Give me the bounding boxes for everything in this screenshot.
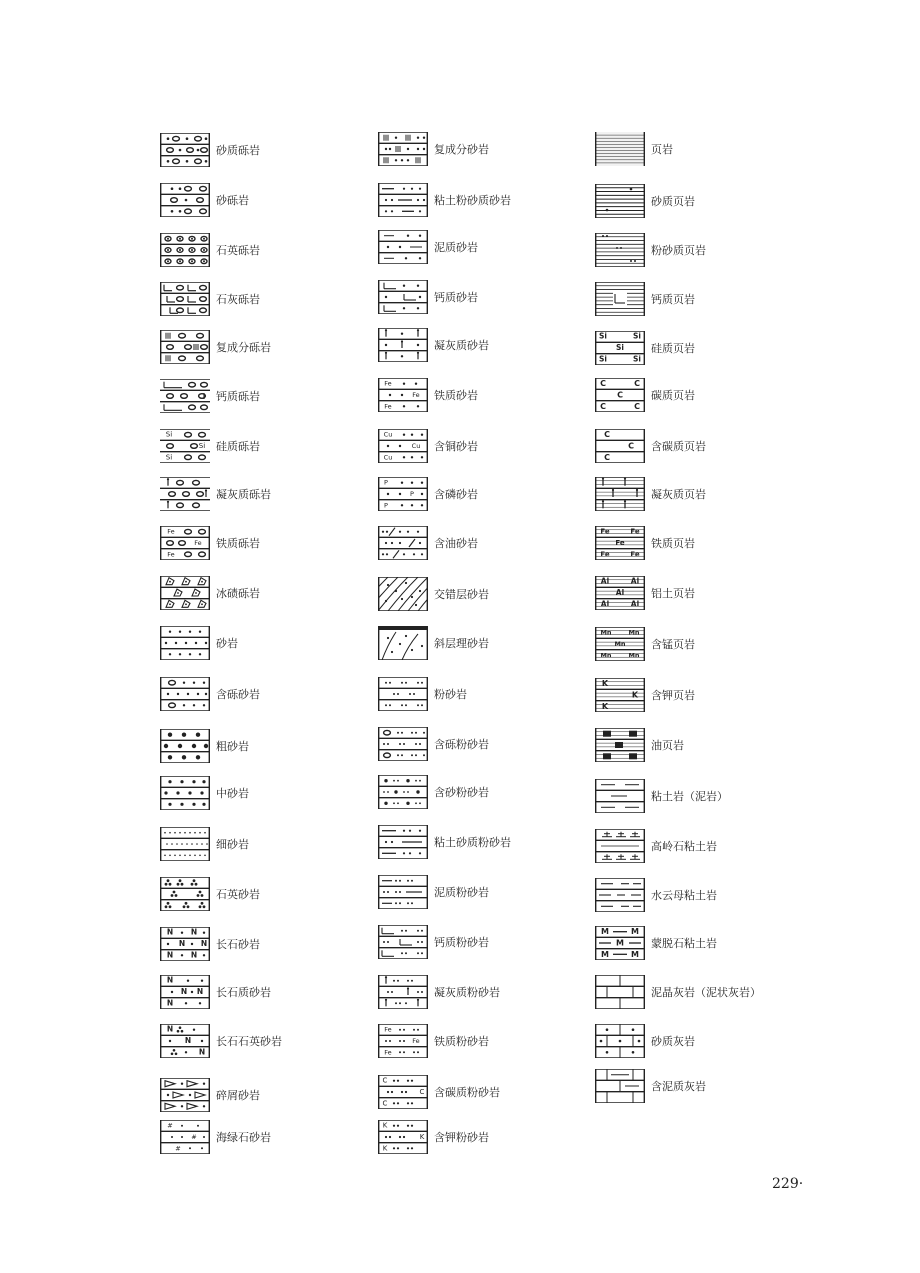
legend-label: 钙质页岩 <box>651 293 695 306</box>
svg-text:C: C <box>382 1076 388 1085</box>
svg-text:Mn: Mn <box>628 651 640 660</box>
legend-label: 复成分砂岩 <box>434 143 489 156</box>
legend-label: 砂岩 <box>216 637 238 650</box>
legend-entry <box>160 232 260 268</box>
quartz-conglomerate-icon <box>160 233 210 267</box>
legend-entry <box>378 229 478 265</box>
legend-entry <box>378 676 467 712</box>
carbonaceous-shale-icon <box>595 378 645 412</box>
legend-entry <box>378 476 478 512</box>
svg-text:Al: Al <box>630 576 640 586</box>
legend-label: 含磷砂岩 <box>434 488 478 501</box>
legend-label: 交错层砂岩 <box>434 588 489 601</box>
legend-entry <box>160 525 260 561</box>
legend-label: 页岩 <box>651 143 673 156</box>
legend-entry <box>595 677 695 713</box>
sandy-conglomerate-icon <box>160 133 210 167</box>
legend-label: 粘土砂质粉砂岩 <box>434 836 511 849</box>
micrite-icon <box>595 975 645 1009</box>
legend-label: 钙质砂岩 <box>434 291 478 304</box>
svg-text:Fe: Fe <box>167 550 175 559</box>
montmorillonite-claystone-icon <box>595 926 645 960</box>
siliceous-conglomerate-icon <box>160 429 210 463</box>
legend-entry <box>595 877 717 913</box>
svg-text:Fe: Fe <box>384 1048 392 1057</box>
svg-text:#: # <box>167 1121 173 1130</box>
legend-label: 泥晶灰岩（泥状灰岩） <box>651 986 761 999</box>
legend-label: 中砂岩 <box>216 787 249 800</box>
sandy-shale-icon <box>595 184 645 218</box>
svg-text:Si: Si <box>165 453 173 462</box>
legend-entry <box>160 281 260 317</box>
svg-text:N: N <box>180 987 188 996</box>
legend-entry <box>160 775 249 811</box>
legend-entry <box>595 626 695 662</box>
tuffaceous-conglomerate-icon <box>160 477 210 511</box>
legend-label: 碳质页岩 <box>651 389 695 402</box>
svg-text:C: C <box>628 441 634 451</box>
legend-label: 含砾粉砂岩 <box>434 738 489 751</box>
legend-entry <box>378 1074 500 1110</box>
legend-entry <box>595 925 717 961</box>
legend-label: 斜层理砂岩 <box>434 637 489 650</box>
legend-label: 含油砂岩 <box>434 537 478 550</box>
potassic-siltstone-icon <box>378 1120 428 1154</box>
legend-label: 铁质砂岩 <box>434 389 478 402</box>
legend-label: 石英砂岩 <box>216 888 260 901</box>
legend-label: 粘土粉砂质砂岩 <box>434 194 511 207</box>
legend-entry <box>160 329 271 365</box>
legend-entry <box>378 726 489 762</box>
legend-entry <box>595 428 706 464</box>
legend-label: 泥质粉砂岩 <box>434 886 489 899</box>
svg-text:Si: Si <box>599 354 607 364</box>
legend-entry <box>595 131 673 167</box>
svg-text:P: P <box>384 501 388 510</box>
svg-text:N: N <box>178 939 186 948</box>
legend-label: 凝灰质砂岩 <box>434 339 489 352</box>
legend-entry <box>595 476 706 512</box>
svg-text:P: P <box>384 478 388 487</box>
svg-text:Si: Si <box>599 331 607 341</box>
svg-text:Si: Si <box>165 430 173 439</box>
arkosic-sandstone-icon <box>160 975 210 1009</box>
legend-entry <box>595 727 684 763</box>
legend-entry <box>160 728 249 764</box>
medium-sandstone-icon <box>160 776 210 810</box>
legend-entry <box>595 575 695 611</box>
page-number: 229· <box>772 1176 804 1192</box>
legend-entry <box>160 1023 282 1059</box>
legend-entry <box>378 974 500 1010</box>
svg-text:Fe: Fe <box>384 402 392 411</box>
legend-entry <box>378 279 478 315</box>
legend-entry <box>595 778 728 814</box>
ferruginous-sandstone-icon <box>378 378 428 412</box>
svg-text:Fe: Fe <box>630 527 640 536</box>
svg-text:Al: Al <box>600 599 610 609</box>
svg-text:C: C <box>600 379 606 389</box>
calcareous-shale-icon <box>595 282 645 316</box>
shale-icon <box>595 132 645 166</box>
svg-text:N: N <box>166 998 174 1008</box>
svg-text:N: N <box>190 950 198 960</box>
legend-label: 含砾砂岩 <box>216 688 260 701</box>
legend-entry <box>378 924 489 960</box>
calcareous-conglomerate-icon <box>160 379 210 413</box>
tillite-icon <box>160 576 210 610</box>
svg-text:Mn: Mn <box>600 628 612 637</box>
legend-label: 铁质砾岩 <box>216 537 260 550</box>
glutenite-icon <box>160 183 210 217</box>
legend-entry <box>378 1119 489 1155</box>
quartz-sandstone-icon <box>160 877 210 911</box>
legend-label: 石灰砾岩 <box>216 293 260 306</box>
legend-entry <box>160 132 260 168</box>
legend-entry <box>160 1077 260 1113</box>
svg-text:C: C <box>634 401 640 411</box>
svg-text:K: K <box>382 1121 388 1130</box>
svg-text:K: K <box>419 1133 425 1141</box>
svg-text:C: C <box>604 430 610 440</box>
legend-entry <box>160 676 260 712</box>
svg-text:K: K <box>382 1144 388 1153</box>
legend-entry <box>595 183 695 219</box>
svg-text:C: C <box>600 401 606 411</box>
svg-text:Fe: Fe <box>194 539 202 547</box>
svg-text:Si: Si <box>633 354 641 364</box>
ferruginous-conglomerate-icon <box>160 526 210 560</box>
legend-label: 硅质砾岩 <box>216 440 260 453</box>
hydromica-claystone-icon <box>595 878 645 912</box>
oil-sandstone-icon <box>378 526 428 560</box>
sandy-limestone-icon <box>595 1024 645 1058</box>
sandy-siltstone-icon <box>378 775 428 809</box>
svg-text:M: M <box>616 938 624 948</box>
svg-text:Fe: Fe <box>384 1025 392 1034</box>
svg-text:#: # <box>191 1133 197 1141</box>
legend-label: 油页岩 <box>651 739 684 752</box>
legend-entry <box>378 1023 489 1059</box>
svg-text:Fe: Fe <box>167 527 175 536</box>
legend-label: 含铜砂岩 <box>434 440 478 453</box>
legend-label: 含泥质灰岩 <box>651 1080 706 1093</box>
calcareous-siltstone-icon <box>378 925 428 959</box>
legend-entry <box>378 576 489 612</box>
legend-label: 凝灰质粉砂岩 <box>434 986 500 999</box>
legend-entry <box>378 131 489 167</box>
legend-label: 长石石英砂岩 <box>216 1035 282 1048</box>
clastic-sandstone-icon <box>160 1078 210 1112</box>
polymictic-conglomerate-icon <box>160 330 210 364</box>
svg-text:Cu: Cu <box>383 430 393 439</box>
silty-shale-icon <box>595 233 645 267</box>
legend-entry <box>160 1119 271 1155</box>
tuffaceous-shale-icon <box>595 477 645 511</box>
legend-label: 长石质砂岩 <box>216 986 271 999</box>
fine-sandstone-icon <box>160 827 210 861</box>
legend-entry <box>160 476 271 512</box>
copper-sandstone-icon <box>378 429 428 463</box>
legend-label: 复成分砾岩 <box>216 341 271 354</box>
svg-text:M: M <box>601 927 609 937</box>
legend-entry <box>378 625 489 661</box>
svg-text:M: M <box>631 927 639 937</box>
svg-text:Fe: Fe <box>384 379 392 388</box>
glauconitic-sandstone-icon <box>160 1120 210 1154</box>
legend-label: 含碳质粉砂岩 <box>434 1086 500 1099</box>
svg-text:C: C <box>419 1088 425 1096</box>
claystone-icon <box>595 779 645 813</box>
legend-entry <box>378 525 478 561</box>
legend-entry <box>378 874 489 910</box>
svg-text:Mn: Mn <box>614 640 626 648</box>
legend-entry <box>378 327 489 363</box>
svg-text:Al: Al <box>615 588 625 597</box>
legend-label: 粉砂岩 <box>434 688 467 701</box>
legend-entry <box>160 826 249 862</box>
ferruginous-shale-icon <box>595 526 645 560</box>
legend-entry <box>160 428 260 464</box>
legend-label: 冰碛砾岩 <box>216 587 260 600</box>
polymictic-sandstone-icon <box>378 132 428 166</box>
argillaceous-siltstone-icon <box>378 875 428 909</box>
svg-text:K: K <box>631 690 639 700</box>
arkose-icon <box>160 927 210 961</box>
legend-label: 砂砾岩 <box>216 194 249 207</box>
svg-text:C: C <box>634 379 640 389</box>
legend-label: 长石砂岩 <box>216 938 260 951</box>
oil-shale-icon <box>595 728 645 762</box>
oblique-bedded-sandstone-icon <box>378 626 428 660</box>
svg-text:N: N <box>184 1036 192 1045</box>
coarse-sandstone-icon <box>160 729 210 763</box>
legend-label: 含锰页岩 <box>651 638 695 651</box>
legend-label: 泥质砂岩 <box>434 241 478 254</box>
legend-entry <box>595 377 695 413</box>
svg-text:M: M <box>631 949 639 959</box>
svg-text:N: N <box>166 950 174 960</box>
cross-bedded-sandstone-icon <box>378 577 428 611</box>
legend-label: 含钾粉砂岩 <box>434 1131 489 1144</box>
legend-label: 粉砂质页岩 <box>651 244 706 257</box>
pebbly-siltstone-icon <box>378 727 428 761</box>
svg-text:M: M <box>601 949 609 959</box>
legend-label: 铁质页岩 <box>651 537 695 550</box>
svg-text:C: C <box>617 390 623 400</box>
legend-label: 凝灰质页岩 <box>651 488 706 501</box>
legend-entry <box>160 974 271 1010</box>
argillaceous-limestone-icon <box>595 1069 645 1103</box>
svg-text:N: N <box>200 939 208 948</box>
svg-text:Si: Si <box>198 442 206 450</box>
svg-text:N: N <box>166 1024 174 1034</box>
svg-text:Al: Al <box>630 599 640 609</box>
phosphatic-sandstone-icon <box>378 477 428 511</box>
svg-text:Mn: Mn <box>600 651 612 660</box>
svg-text:C: C <box>604 452 610 462</box>
legend-entry <box>378 428 478 464</box>
legend-label: 含钾页岩 <box>651 689 695 702</box>
svg-text:K: K <box>601 701 609 711</box>
legend-label: 铝土页岩 <box>651 587 695 600</box>
svg-text:N: N <box>196 987 204 996</box>
svg-text:N: N <box>166 975 174 985</box>
legend-label: 钙质砾岩 <box>216 390 260 403</box>
argillaceous-sandstone-icon <box>378 230 428 264</box>
svg-text:K: K <box>601 679 609 689</box>
svg-text:#: # <box>175 1144 181 1153</box>
legend-entry <box>595 1023 695 1059</box>
legend-label: 含碳质页岩 <box>651 440 706 453</box>
legend-label: 石英砾岩 <box>216 244 260 257</box>
svg-text:Al: Al <box>600 576 610 586</box>
legend-entry <box>595 525 695 561</box>
legend-label: 硅质页岩 <box>651 342 695 355</box>
legend-entry <box>160 876 260 912</box>
legend-label: 海绿石砂岩 <box>216 1131 271 1144</box>
legend-entry <box>160 575 260 611</box>
sandstone-icon <box>160 626 210 660</box>
legend-label: 铁质粉砂岩 <box>434 1035 489 1048</box>
potassic-shale-icon <box>595 678 645 712</box>
siltstone-icon <box>378 677 428 711</box>
legend-entry <box>378 377 478 413</box>
legend-entry <box>595 281 695 317</box>
legend-entry <box>595 828 717 864</box>
legend-entry <box>160 378 260 414</box>
svg-text:Fe: Fe <box>600 527 610 536</box>
tuffaceous-siltstone-icon <box>378 975 428 1009</box>
svg-text:P: P <box>410 490 414 498</box>
legend-label: 细砂岩 <box>216 838 249 851</box>
svg-text:Fe: Fe <box>412 391 420 399</box>
legend-entry <box>378 824 511 860</box>
svg-text:N: N <box>190 927 198 937</box>
kaolinite-claystone-icon <box>595 829 645 863</box>
legend-entry <box>160 182 249 218</box>
feldspathic-quartz-sandstone-icon <box>160 1024 210 1058</box>
legend-label: 高岭石粘土岩 <box>651 840 717 853</box>
ferruginous-siltstone-icon <box>378 1024 428 1058</box>
svg-text:N: N <box>166 927 174 937</box>
legend-entry <box>595 232 706 268</box>
svg-text:Si: Si <box>633 331 641 341</box>
svg-text:Cu: Cu <box>383 453 393 462</box>
clayey-sandy-siltstone-icon <box>378 825 428 859</box>
legend-label: 水云母粘土岩 <box>651 889 717 902</box>
legend-entry <box>160 625 238 661</box>
svg-text:Fe: Fe <box>630 550 640 559</box>
svg-text:Si: Si <box>616 343 624 352</box>
legend-label: 粘土岩（泥岩） <box>651 790 728 803</box>
svg-text:Fe: Fe <box>615 539 625 547</box>
legend-label: 蒙脱石粘土岩 <box>651 937 717 950</box>
svg-text:Fe: Fe <box>600 550 610 559</box>
svg-text:Mn: Mn <box>628 628 640 637</box>
calcareous-sandstone-icon <box>378 280 428 314</box>
svg-text:Cu: Cu <box>411 442 421 450</box>
tuffaceous-sandstone-icon <box>378 328 428 362</box>
legend-label: 含砂粉砂岩 <box>434 786 489 799</box>
legend-entry <box>595 974 761 1010</box>
legend-label: 粗砂岩 <box>216 740 249 753</box>
manganese-shale-icon <box>595 627 645 661</box>
legend-entry <box>595 1068 706 1104</box>
siliceous-shale-icon <box>595 331 645 365</box>
carbonaceous-siltstone-icon <box>378 1075 428 1109</box>
legend-label: 砂质灰岩 <box>651 1035 695 1048</box>
legend-label: 砂质砾岩 <box>216 144 260 157</box>
svg-text:Fe: Fe <box>412 1037 420 1045</box>
legend-entry <box>160 926 260 962</box>
legend-entry <box>378 774 489 810</box>
limestone-conglomerate-icon <box>160 282 210 316</box>
legend-label: 碎屑砂岩 <box>216 1089 260 1102</box>
svg-text:C: C <box>382 1099 388 1108</box>
carbon-bearing-shale-icon <box>595 429 645 463</box>
pebbly-sandstone-icon <box>160 677 210 711</box>
legend-entry <box>378 182 511 218</box>
svg-text:N: N <box>198 1047 206 1057</box>
legend-entry <box>595 330 695 366</box>
legend-label: 钙质粉砂岩 <box>434 936 489 949</box>
legend-label: 砂质页岩 <box>651 195 695 208</box>
bauxitic-shale-icon <box>595 576 645 610</box>
clayey-silty-sandstone-icon <box>378 183 428 217</box>
legend-label: 凝灰质砾岩 <box>216 488 271 501</box>
